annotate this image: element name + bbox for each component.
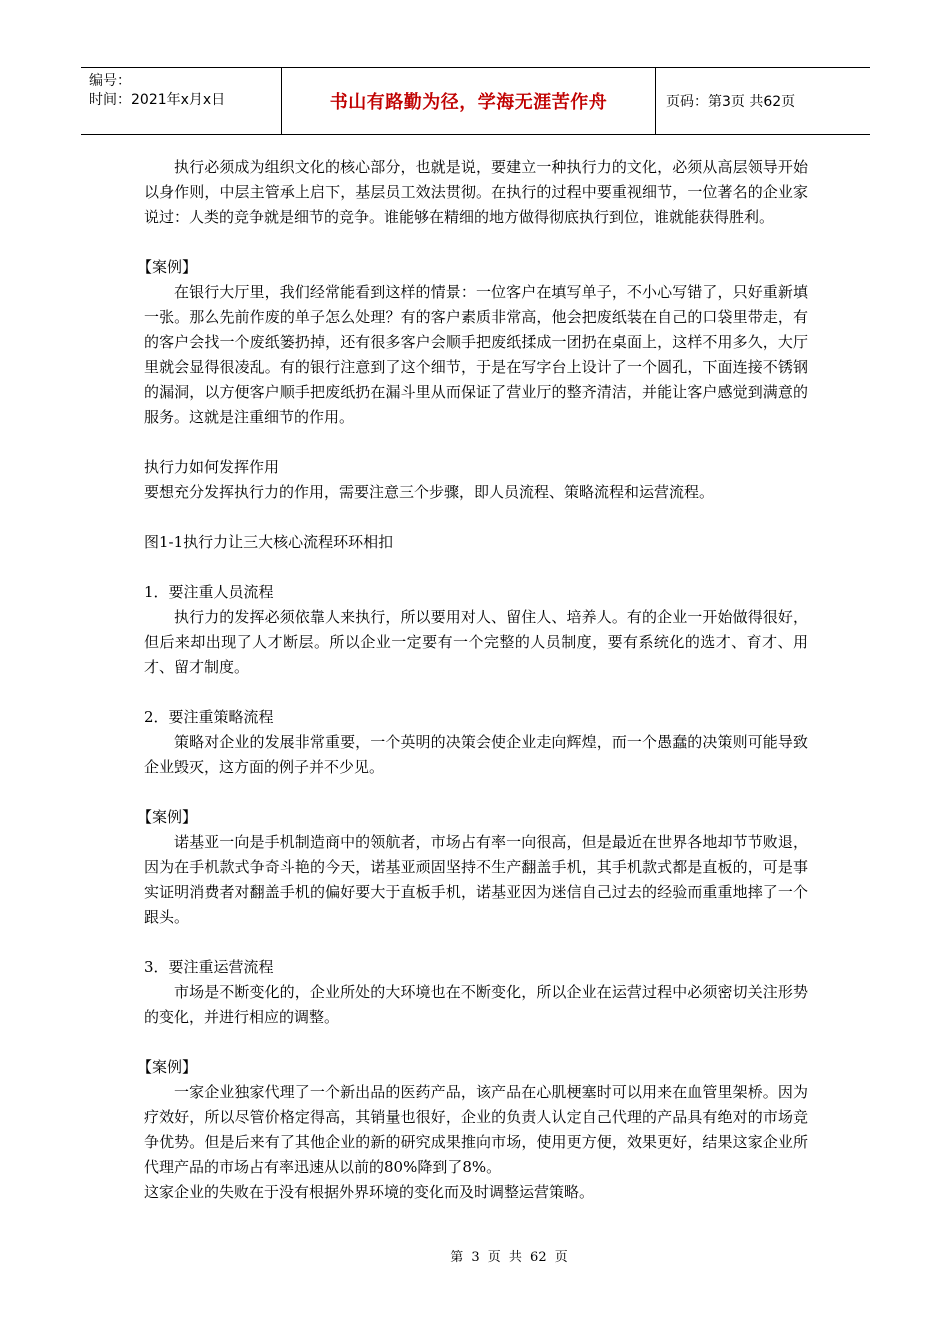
date-label: 时间：2021年x月x日	[89, 92, 226, 108]
figure-caption: 图1-1执行力让三大核心流程环环相扣	[144, 533, 394, 551]
item-text: 市场是不断变化的，企业所处的大环境也在不断变化，所以企业在运营过程中必须密切关注形势的变化，并进行相应的调整。	[144, 983, 808, 1026]
paragraph-intro: 执行必须成为组织文化的核心部分，也就是说，要建立一种执行力的文化，必须从高层领导开始以身作则，中层主管承上启下，基层员工效法贯彻。在执行的过程中要重视细节，一位著名的企业家说过：人类的竞争就是细节的竞争。谁能够在精细的地方做得彻底执行到位，谁就能获得胜利。	[144, 158, 808, 226]
item-title: 1．要注重人员流程	[144, 583, 274, 601]
section-title: 执行力如何发挥作用	[144, 458, 280, 476]
case-conclusion: 这家企业的失败在于没有根据外界环境的变化而及时调整运营策略。	[144, 1183, 595, 1201]
case-text: 在银行大厅里，我们经常能看到这样的情景：一位客户在填写单子，不小心写错了，只好重新填一张。那么先前作废的单子怎么处理？有的客户素质非常高，他会把废纸装在自己的口袋里带走，有的客户会找一个废纸篓扔掉，还有很多客户会顺手把废纸揉成一团扔在桌面上，这样不用多久，大厅里就会显得很凌乱。有的银行注意到了这个细节，于是在写字台上设计了一个圆孔，下面连接不锈钢的漏洞，以方便客户顺手把废纸扔在漏斗里从而保证了营业厅的整齐清洁，并能让客户感觉到满意的服务。这就是注重细节的作用。	[144, 283, 808, 426]
case-label: 【案例】	[137, 1058, 198, 1076]
header-motto: 书山有路勤为径，学海无涯苦作舟	[282, 68, 656, 134]
section-text: 要想充分发挥执行力的作用，需要注意三个步骤，即人员流程、策略流程和运营流程。	[144, 483, 715, 501]
item-title: 2．要注重策略流程	[144, 708, 274, 726]
header-meta	[81, 68, 282, 134]
code-label: 编号：	[89, 73, 131, 89]
case-text: 诺基亚一向是手机制造商中的领航者，市场占有率一向很高，但是最近在世界各地却节节败退，因为在手机款式争奇斗艳的今天，诺基亚顽固坚持不生产翻盖手机，其手机款式都是直板的，可是事实证明消费者对翻盖手机的偏好要大于直板手机，诺基亚因为迷信自己过去的经验而重重地摔了一个跟头。	[144, 833, 808, 926]
case-label: 【案例】	[137, 808, 198, 826]
item-title: 3．要注重运营流程	[144, 958, 274, 976]
document-body	[137, 155, 808, 1205]
item-text: 策略对企业的发展非常重要，一个英明的决策会使企业走向辉煌，而一个愚蠢的决策则可能导致企业毁灭，这方面的例子并不少见。	[144, 733, 808, 776]
page-header	[81, 67, 870, 135]
case-text: 一家企业独家代理了一个新出品的医药产品，该产品在心肌梗塞时可以用来在血管里架桥。因为疗效好，所以尽管价格定得高，其销量也很好，企业的负责人认定自己代理的产品具有绝对的市场竞争优势。但是后来有了其他企业的新的研究成果推向市场，使用更方便，效果更好，结果这家企业所代理产品的市场占有率迅速从以前的80%降到了8%。	[144, 1083, 808, 1176]
header-page-info: 页码：第3页 共62页	[666, 94, 796, 110]
page-footer: 第 3 页 共 62 页	[450, 1250, 568, 1265]
case-label: 【案例】	[137, 258, 198, 276]
item-text: 执行力的发挥必须依靠人来执行，所以要用对人、留住人、培养人。有的企业一开始做得很好，但后来却出现了人才断层。所以企业一定要有一个完整的人员制度，要有系统化的选才、育才、用才、留才制度。	[144, 608, 808, 676]
